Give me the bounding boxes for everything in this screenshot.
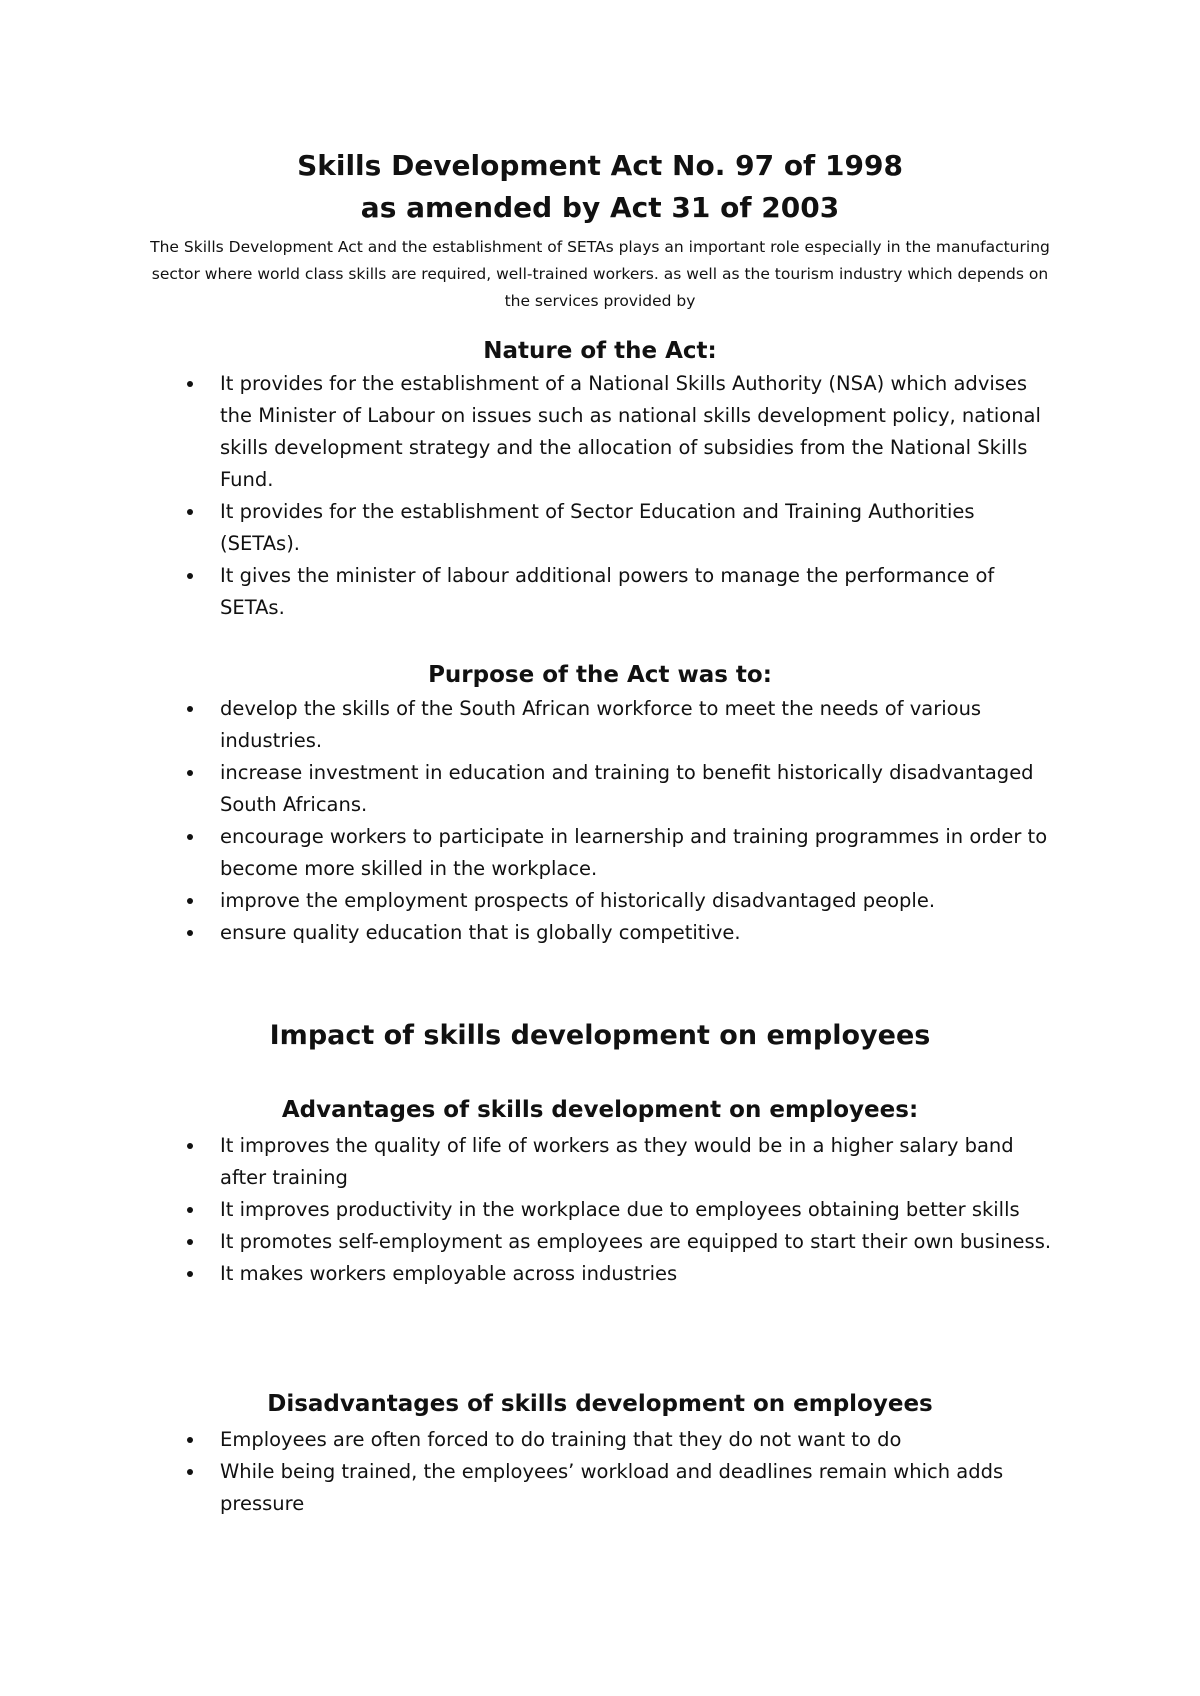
nature-list (180, 368, 1060, 624)
nature-list-item: It provides for the establishment of a National Skills Authority (NSA) which advises the Minister of Labour on issues such as national skills development policy, national skills development strategy and the allocation of subsidies from the National Skills Fund. (180, 368, 1060, 496)
impact-heading: Impact of skills development on employees (269, 1020, 931, 1051)
purpose-list-item: improve the employment prospects of historically disadvantaged people. (180, 885, 1060, 917)
advantages-list-item: It makes workers employable across industries (180, 1258, 1060, 1290)
nature-heading: Nature of the Act: (483, 338, 717, 364)
purpose-list-item: encourage workers to participate in learnership and training programmes in order to become more skilled in the workplace. (180, 821, 1060, 885)
disadvantages-list (180, 1424, 1060, 1520)
nature-list-item: It gives the minister of labour additional powers to manage the performance of SETAs. (180, 560, 1060, 624)
disadvantages-heading: Disadvantages of skills development on employees (267, 1391, 933, 1417)
document-title-line-1: Skills Development Act No. 97 of 1998 (297, 149, 903, 182)
purpose-list-item: increase investment in education and training to benefit historically disadvantaged South Africans. (180, 757, 1060, 821)
purpose-list (180, 693, 1060, 949)
purpose-list-item: develop the skills of the South African workforce to meet the needs of various industries. (180, 693, 1060, 757)
disadvantages-list-item: Employees are often forced to do training that they do not want to do (180, 1424, 1060, 1456)
advantages-list-item: It improves productivity in the workplace due to employees obtaining better skills (180, 1194, 1060, 1226)
disadvantages-list-item: While being trained, the employees’ workload and deadlines remain which adds pressure (180, 1456, 1060, 1520)
intro-paragraph: The Skills Development Act and the establishment of SETAs plays an important role especially in the manufacturing sector where world class skills are required, well-trained workers. as well as the tourism industry which depends on the services provided by (150, 238, 1050, 310)
advantages-list-item: It promotes self-employment as employees are equipped to start their own business. (180, 1226, 1060, 1258)
purpose-list-item: ensure quality education that is globally competitive. (180, 917, 1060, 949)
document-title-line-2: as amended by Act 31 of 2003 (360, 191, 840, 224)
nature-list-item: It provides for the establishment of Sector Education and Training Authorities (SETAs). (180, 496, 1060, 560)
advantages-list (180, 1130, 1060, 1290)
advantages-heading: Advantages of skills development on employees: (281, 1097, 919, 1123)
purpose-heading: Purpose of the Act was to: (428, 662, 772, 688)
advantages-list-item: It improves the quality of life of workers as they would be in a higher salary band after training (180, 1130, 1060, 1194)
